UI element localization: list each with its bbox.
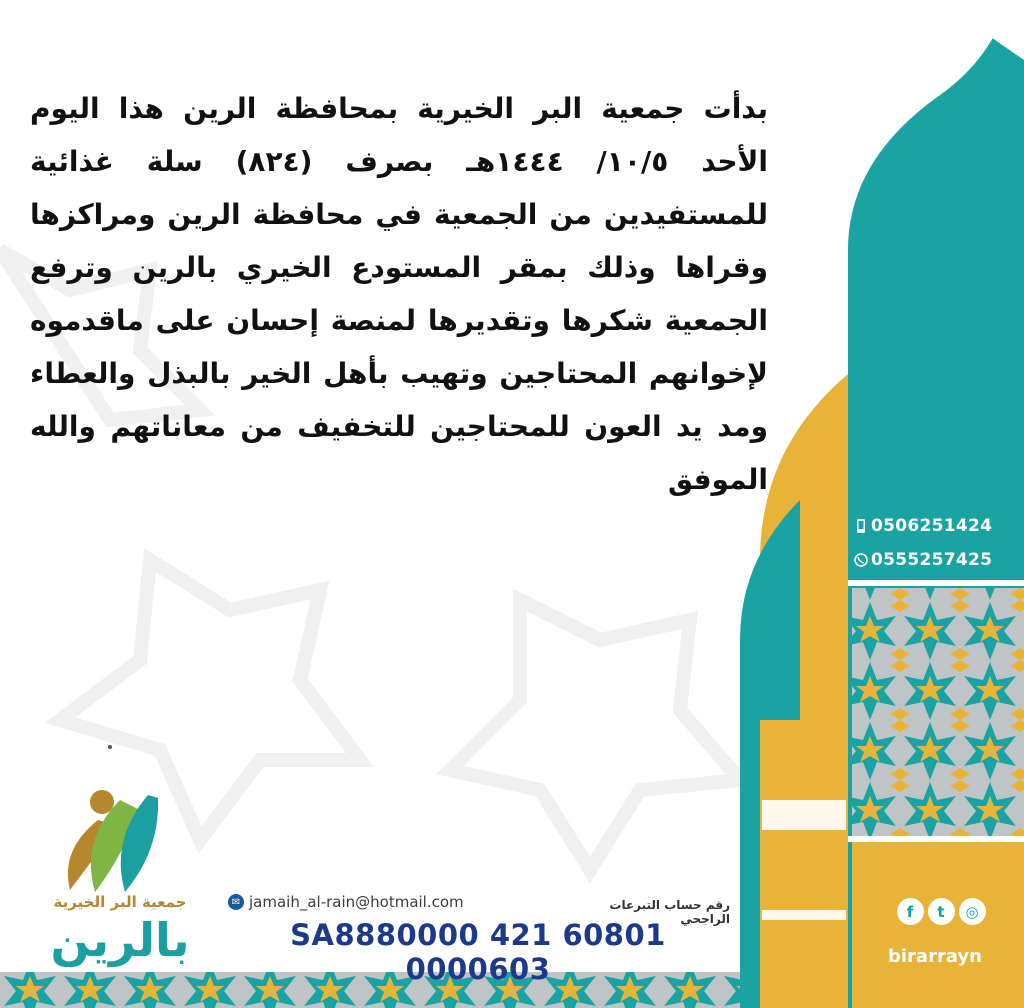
logo-title: بالرين: [50, 913, 190, 967]
email-contact: [228, 893, 464, 911]
phone-number: 0506251424: [871, 516, 993, 536]
email-address: jamaih_al-rain@hotmail.com: [249, 893, 464, 911]
phone-contact: [854, 516, 1020, 536]
facebook-icon[interactable]: f: [897, 898, 924, 925]
phone-icon: [854, 519, 868, 533]
social-links: [876, 898, 1006, 925]
instagram-icon[interactable]: ◎: [959, 898, 986, 925]
whatsapp-contact: [854, 550, 1020, 570]
twitter-icon[interactable]: t: [928, 898, 955, 925]
announcement-text: بدأت جمعية البر الخيرية بمحافظة الرين هذا اليوم الأحد ١٠/٥/ ١٤٤٤هـ بصرف (٨٢٤) سلة غذائية للمستفيدين من الجمعية في محافظة الرين ومراكزها وقراها وذلك بمقر المستودع الخيري بالرين وترفع الجمعية شكرها وتقديرها لمنصة إحسان على ماقدموه لإخوانهم المحتاجين وتهيب بأهل الخير بالبذل والعطاء ومد يد العون للمحتاجين للتخفيف من معاناتهم والله الموفق: [30, 92, 768, 496]
iban-number: SA8880000 421 60801 0000603: [290, 918, 666, 986]
social-handle: birarrayn: [888, 946, 982, 967]
email-icon: ✉: [228, 894, 244, 910]
logo-subtitle: جمعية البر الخيرية: [53, 893, 187, 911]
decorative-dot: [108, 745, 112, 749]
account-label: رقم حساب التبرعات الراجحي: [609, 898, 730, 926]
whatsapp-number: 0555257425: [871, 550, 993, 570]
whatsapp-icon: [854, 553, 868, 567]
